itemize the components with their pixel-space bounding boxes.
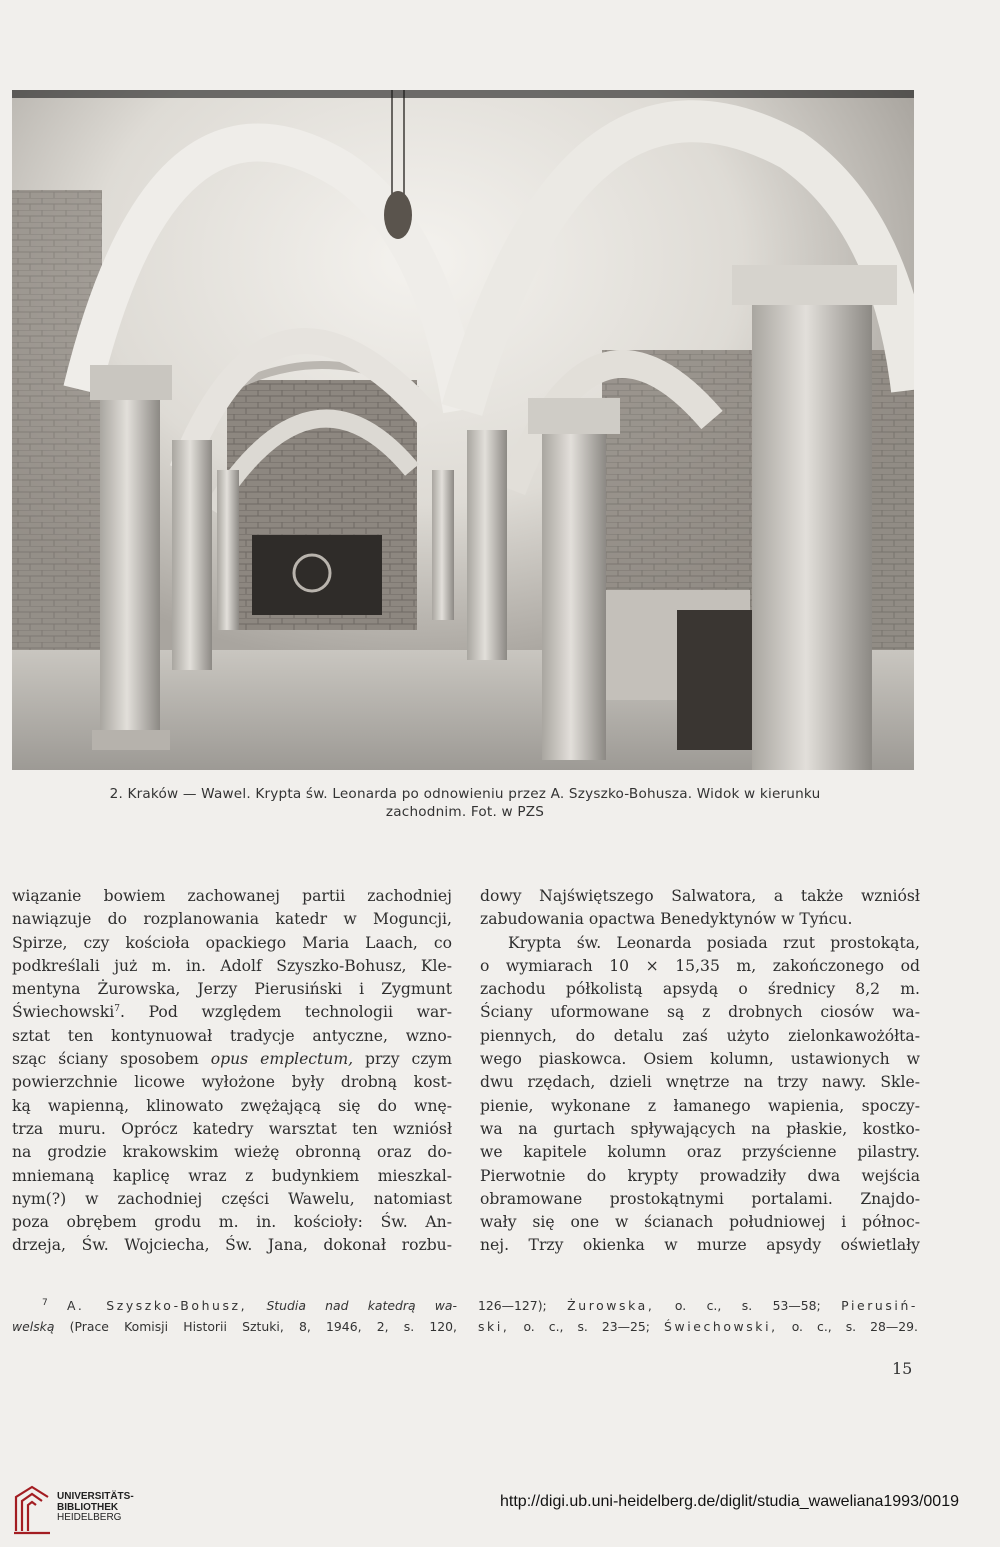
text-line: podkreślali już m. in. Adolf Szyszko-Bohusz, Kle- bbox=[12, 956, 452, 975]
text-line: Krypta św. Leonarda posiada rzut prostokąta, bbox=[508, 933, 920, 952]
text-line: nym(?) w zachodniej części Wawelu, natomiast bbox=[12, 1189, 452, 1208]
text-line: mentyna Żurowska, Jerzy Pierusiński i Zygmunt bbox=[12, 980, 452, 999]
footnote-right bbox=[478, 1296, 918, 1337]
italic-term: opus emplectum, bbox=[210, 1050, 354, 1069]
text-line bbox=[12, 1048, 452, 1071]
footnote-author: A. Szyszko-Bohusz, bbox=[67, 1298, 248, 1313]
text-line: sztat ten kontynuował tradycje antyczne, wzno- bbox=[12, 1026, 452, 1045]
left-text-column bbox=[12, 885, 452, 1258]
text-line: Pierwotnie do krypty prowadziły dwa wejścia bbox=[480, 1166, 920, 1185]
page-number: 15 bbox=[892, 1359, 913, 1378]
caption-line-1: 2. Kraków — Wawel. Krypta św. Leonarda po odnowieniu przez A. Szyszko-Bohusza. Widok w kierunku bbox=[109, 786, 821, 802]
text-line: na grodzie krakowskim wieżę obronną oraz do- bbox=[12, 1143, 452, 1162]
text-line: wiązanie bowiem zachowanej partii zachodniej bbox=[12, 887, 452, 905]
text-line: drzeja, Św. Wojciecha, Św. Jana, dokonał rozbu- bbox=[12, 1236, 452, 1255]
footnote-line bbox=[478, 1296, 918, 1317]
library-name-line: UNIVERSITÄTS- bbox=[57, 1491, 134, 1502]
text-line: trza muru. Oprócz katedry warsztat ten wzniósł bbox=[12, 1119, 452, 1138]
right-text-column bbox=[480, 885, 920, 1258]
footnote-title: Studia nad katedrą wa- bbox=[266, 1298, 457, 1313]
text-line: zachodu półkolistą apsydą o średnicy 8,2 m. bbox=[480, 980, 920, 999]
text-line: dwu rzędach, dzieli wnętrze na trzy nawy. Skle- bbox=[480, 1073, 920, 1092]
text-line: dowy Najświętszego Salwatora, a także wzniósł bbox=[480, 887, 920, 905]
library-name[interactable] bbox=[57, 1492, 134, 1524]
text-line: zabudowania opactwa Benedyktynów w Tyńcu. bbox=[480, 910, 853, 929]
text-line: wego piaskowca. Osiem kolumn, ustawionych w bbox=[480, 1050, 920, 1069]
text-line: piennych, do detalu zaś użyto zielonkawożółta- bbox=[480, 1026, 920, 1045]
text-line: powierzchnie licowe wyłożone były drobną kost- bbox=[12, 1073, 452, 1092]
text-span: przy czym bbox=[353, 1050, 453, 1069]
text-line: wały się one w ścianach południowej i północ- bbox=[480, 1213, 920, 1232]
text-line: pienie, wykonane z łamanego wapienia, spoczy- bbox=[480, 1096, 920, 1115]
footnote-text: o. c., s. 23—25; bbox=[509, 1318, 664, 1334]
text-span: sząc ściany sposobem bbox=[12, 1050, 211, 1069]
text-line: mniemaną kaplicę wraz z budynkiem mieszkal- bbox=[12, 1166, 452, 1185]
footnote-line bbox=[12, 1317, 457, 1338]
footnote-text: o. c., s. 53—58; bbox=[654, 1298, 842, 1313]
text-line: we kapitele kolumn oraz przyścienne pilastry. bbox=[480, 1143, 920, 1162]
footnote-text: 126—127); bbox=[478, 1298, 568, 1313]
source-url-link[interactable]: http://digi.ub.uni-heidelberg.de/diglit/studia_waweliana1993/0019 bbox=[500, 1493, 959, 1510]
footnote-line bbox=[12, 1296, 457, 1317]
text-line: wa na gurtach spływających na płaskie, kostko- bbox=[480, 1119, 920, 1138]
text-line: nawiązuje do rozplanowania katedr w Moguncji, bbox=[12, 910, 452, 929]
footnote-author: Pierusiń- bbox=[841, 1298, 918, 1313]
figure-caption bbox=[20, 785, 910, 821]
footnote-title: welską bbox=[12, 1318, 55, 1334]
library-name-line: BIBLIOTHEK bbox=[57, 1501, 119, 1513]
text-span: Świechowski bbox=[12, 1003, 115, 1022]
footnote-text: o. c., s. 28—29. bbox=[777, 1318, 918, 1334]
text-line: ką wapienną, klinowato zwężającą się do wnę- bbox=[12, 1096, 452, 1115]
footnote-line bbox=[478, 1317, 918, 1338]
caption-line-2: zachodnim. Fot. w PZS bbox=[385, 804, 545, 820]
text-line: obramowane prostokątnymi portalami. Znajdo- bbox=[480, 1189, 920, 1208]
text-span: . Pod względem technologii war- bbox=[119, 1003, 452, 1022]
crypt-photo-drawing bbox=[12, 90, 914, 770]
footnote-left bbox=[12, 1296, 457, 1337]
footnote-author: ski, bbox=[478, 1318, 510, 1334]
text-line: nej. Trzy okienka w murze apsydy oświetlały bbox=[480, 1236, 920, 1255]
text-line: o wymiarach 10 × 15,35 m, zakończonego od bbox=[480, 956, 920, 975]
footnote-author: Świechowski, bbox=[664, 1318, 778, 1334]
footnote-author: Żurowska, bbox=[567, 1298, 655, 1313]
footnote-ref: 7 bbox=[114, 1004, 120, 1015]
library-name-line: HEIDELBERG bbox=[57, 1512, 122, 1523]
text-line bbox=[12, 1001, 452, 1024]
crypt-photograph bbox=[12, 90, 914, 770]
text-line: Ściany uformowane są z drobnych ciosów wa- bbox=[480, 1003, 920, 1022]
text-line: Spirze, czy kościoła opackiego Maria Laach, co bbox=[12, 933, 452, 952]
footnote-text: (Prace Komisji Historii Sztuki, 8, 1946, 2, s. 120, bbox=[54, 1318, 457, 1334]
library-logo-icon[interactable] bbox=[12, 1483, 52, 1537]
footnote-number: 7 bbox=[42, 1297, 48, 1308]
text-line: poza obrębem grodu m. in. kościoły: Św. An- bbox=[12, 1213, 452, 1232]
